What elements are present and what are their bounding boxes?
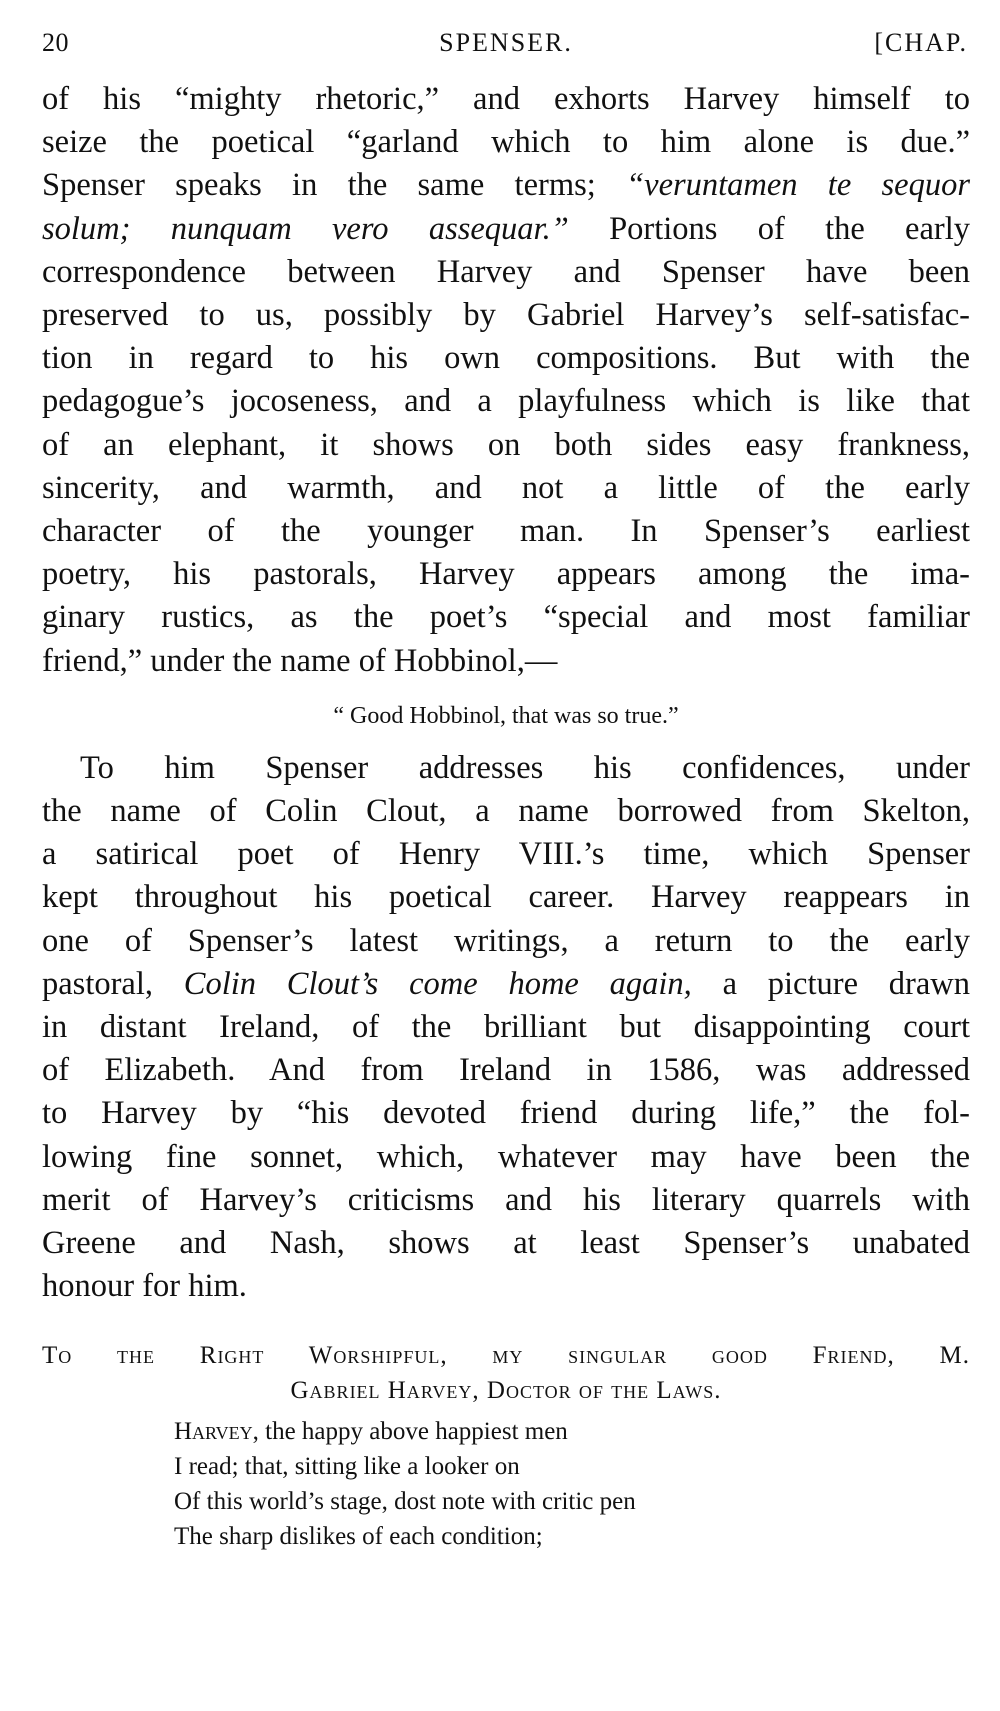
text-segment: , the happy above happiest men	[252, 1418, 568, 1446]
text-line	[42, 164, 970, 207]
paragraph-1	[42, 78, 970, 683]
text-line: character of the younger man. In Spenser’s earliest	[42, 513, 970, 550]
text-line: merit of Harvey’s criticisms and his literary quarrels with	[42, 1181, 970, 1218]
sonnet-heading-line: To the Right Worshipful, my singular good Friend, M.	[42, 1342, 970, 1370]
latin-quote: solum; nunquam vero assequar.”	[42, 210, 569, 247]
text-segment: Spenser speaks in the same terms;	[42, 167, 596, 204]
sonnet-line: I read; that, sitting like a looker on	[174, 1453, 520, 1481]
block-quote: “ Good Hobbinol, that was so true.”	[333, 702, 679, 729]
running-title: SPENSER.	[439, 28, 573, 57]
sonnet	[174, 1414, 970, 1554]
work-title: Colin Clout’s come home again,	[183, 965, 692, 1002]
text-line: of Elizabeth. And from Ireland in 1586, was addressed	[42, 1052, 970, 1089]
text-line: kept throughout his poetical career. Harvey reappears in	[42, 879, 970, 916]
text-segment: pastoral,	[42, 965, 154, 1002]
text-line: friend,” under the name of Hobbinol,—	[42, 642, 558, 679]
sonnet-line: The sharp dislikes of each condition;	[174, 1523, 543, 1551]
chapter-mark: [CHAP.	[874, 28, 968, 57]
text-line: ginary rustics, as the poet’s “special and most familiar	[42, 599, 970, 636]
text-line: honour for him.	[42, 1268, 247, 1305]
text-line: To him Spenser addresses his confidences, under	[80, 749, 970, 786]
text-line: sincerity, and warmth, and not a little of the early	[42, 469, 970, 506]
text-line	[42, 963, 970, 1006]
text-line: a satirical poet of Henry VIII.’s time, which Spenser	[42, 836, 970, 873]
text-line: the name of Colin Clout, a name borrowed from Skelton,	[42, 793, 970, 830]
text-line: correspondence between Harvey and Spenser have been	[42, 253, 970, 290]
sonnet-first-word: Harvey	[174, 1418, 253, 1446]
running-head	[42, 28, 970, 68]
text-line: pedagogue’s jocoseness, and a playfulness which is like that	[42, 383, 970, 420]
sonnet-line	[174, 1414, 970, 1449]
text-line: of his “mighty rhetoric,” and exhorts Harvey himself to	[42, 81, 970, 117]
sonnet-heading-line: Gabriel Harvey, Doctor of the Laws.	[290, 1377, 722, 1405]
paragraph-2	[42, 747, 970, 1309]
sonnet-heading	[42, 1338, 970, 1408]
page-number: 20	[42, 28, 69, 57]
text-line: tion in regard to his own compositions. But with the	[42, 340, 970, 377]
text-line: Greene and Nash, shows at least Spenser’s unabated	[42, 1225, 970, 1262]
latin-quote: “veruntamen te sequor	[626, 167, 970, 204]
text-segment: Portions of the early	[609, 210, 970, 247]
text-line: of an elephant, it shows on both sides easy frankness,	[42, 426, 970, 463]
text-line: preserved to us, possibly by Gabriel Harvey’s self-satisfac-	[42, 297, 970, 334]
book-page	[42, 0, 970, 1554]
sonnet-line: Of this world’s stage, dost note with critic pen	[174, 1488, 636, 1516]
text-line: seize the poetical “garland which to him alone is due.”	[42, 124, 970, 161]
text-segment: a picture drawn	[722, 965, 970, 1002]
text-line: lowing fine sonnet, which, whatever may have been the	[42, 1138, 970, 1175]
text-line: one of Spenser’s latest writings, a return to the early	[42, 922, 970, 959]
text-line: poetry, his pastorals, Harvey appears among the ima-	[42, 556, 970, 593]
text-line: to Harvey by “his devoted friend during life,” the fol-	[42, 1095, 970, 1132]
text-line	[42, 208, 970, 251]
text-line: in distant Ireland, of the brilliant but disappointing court	[42, 1009, 970, 1046]
